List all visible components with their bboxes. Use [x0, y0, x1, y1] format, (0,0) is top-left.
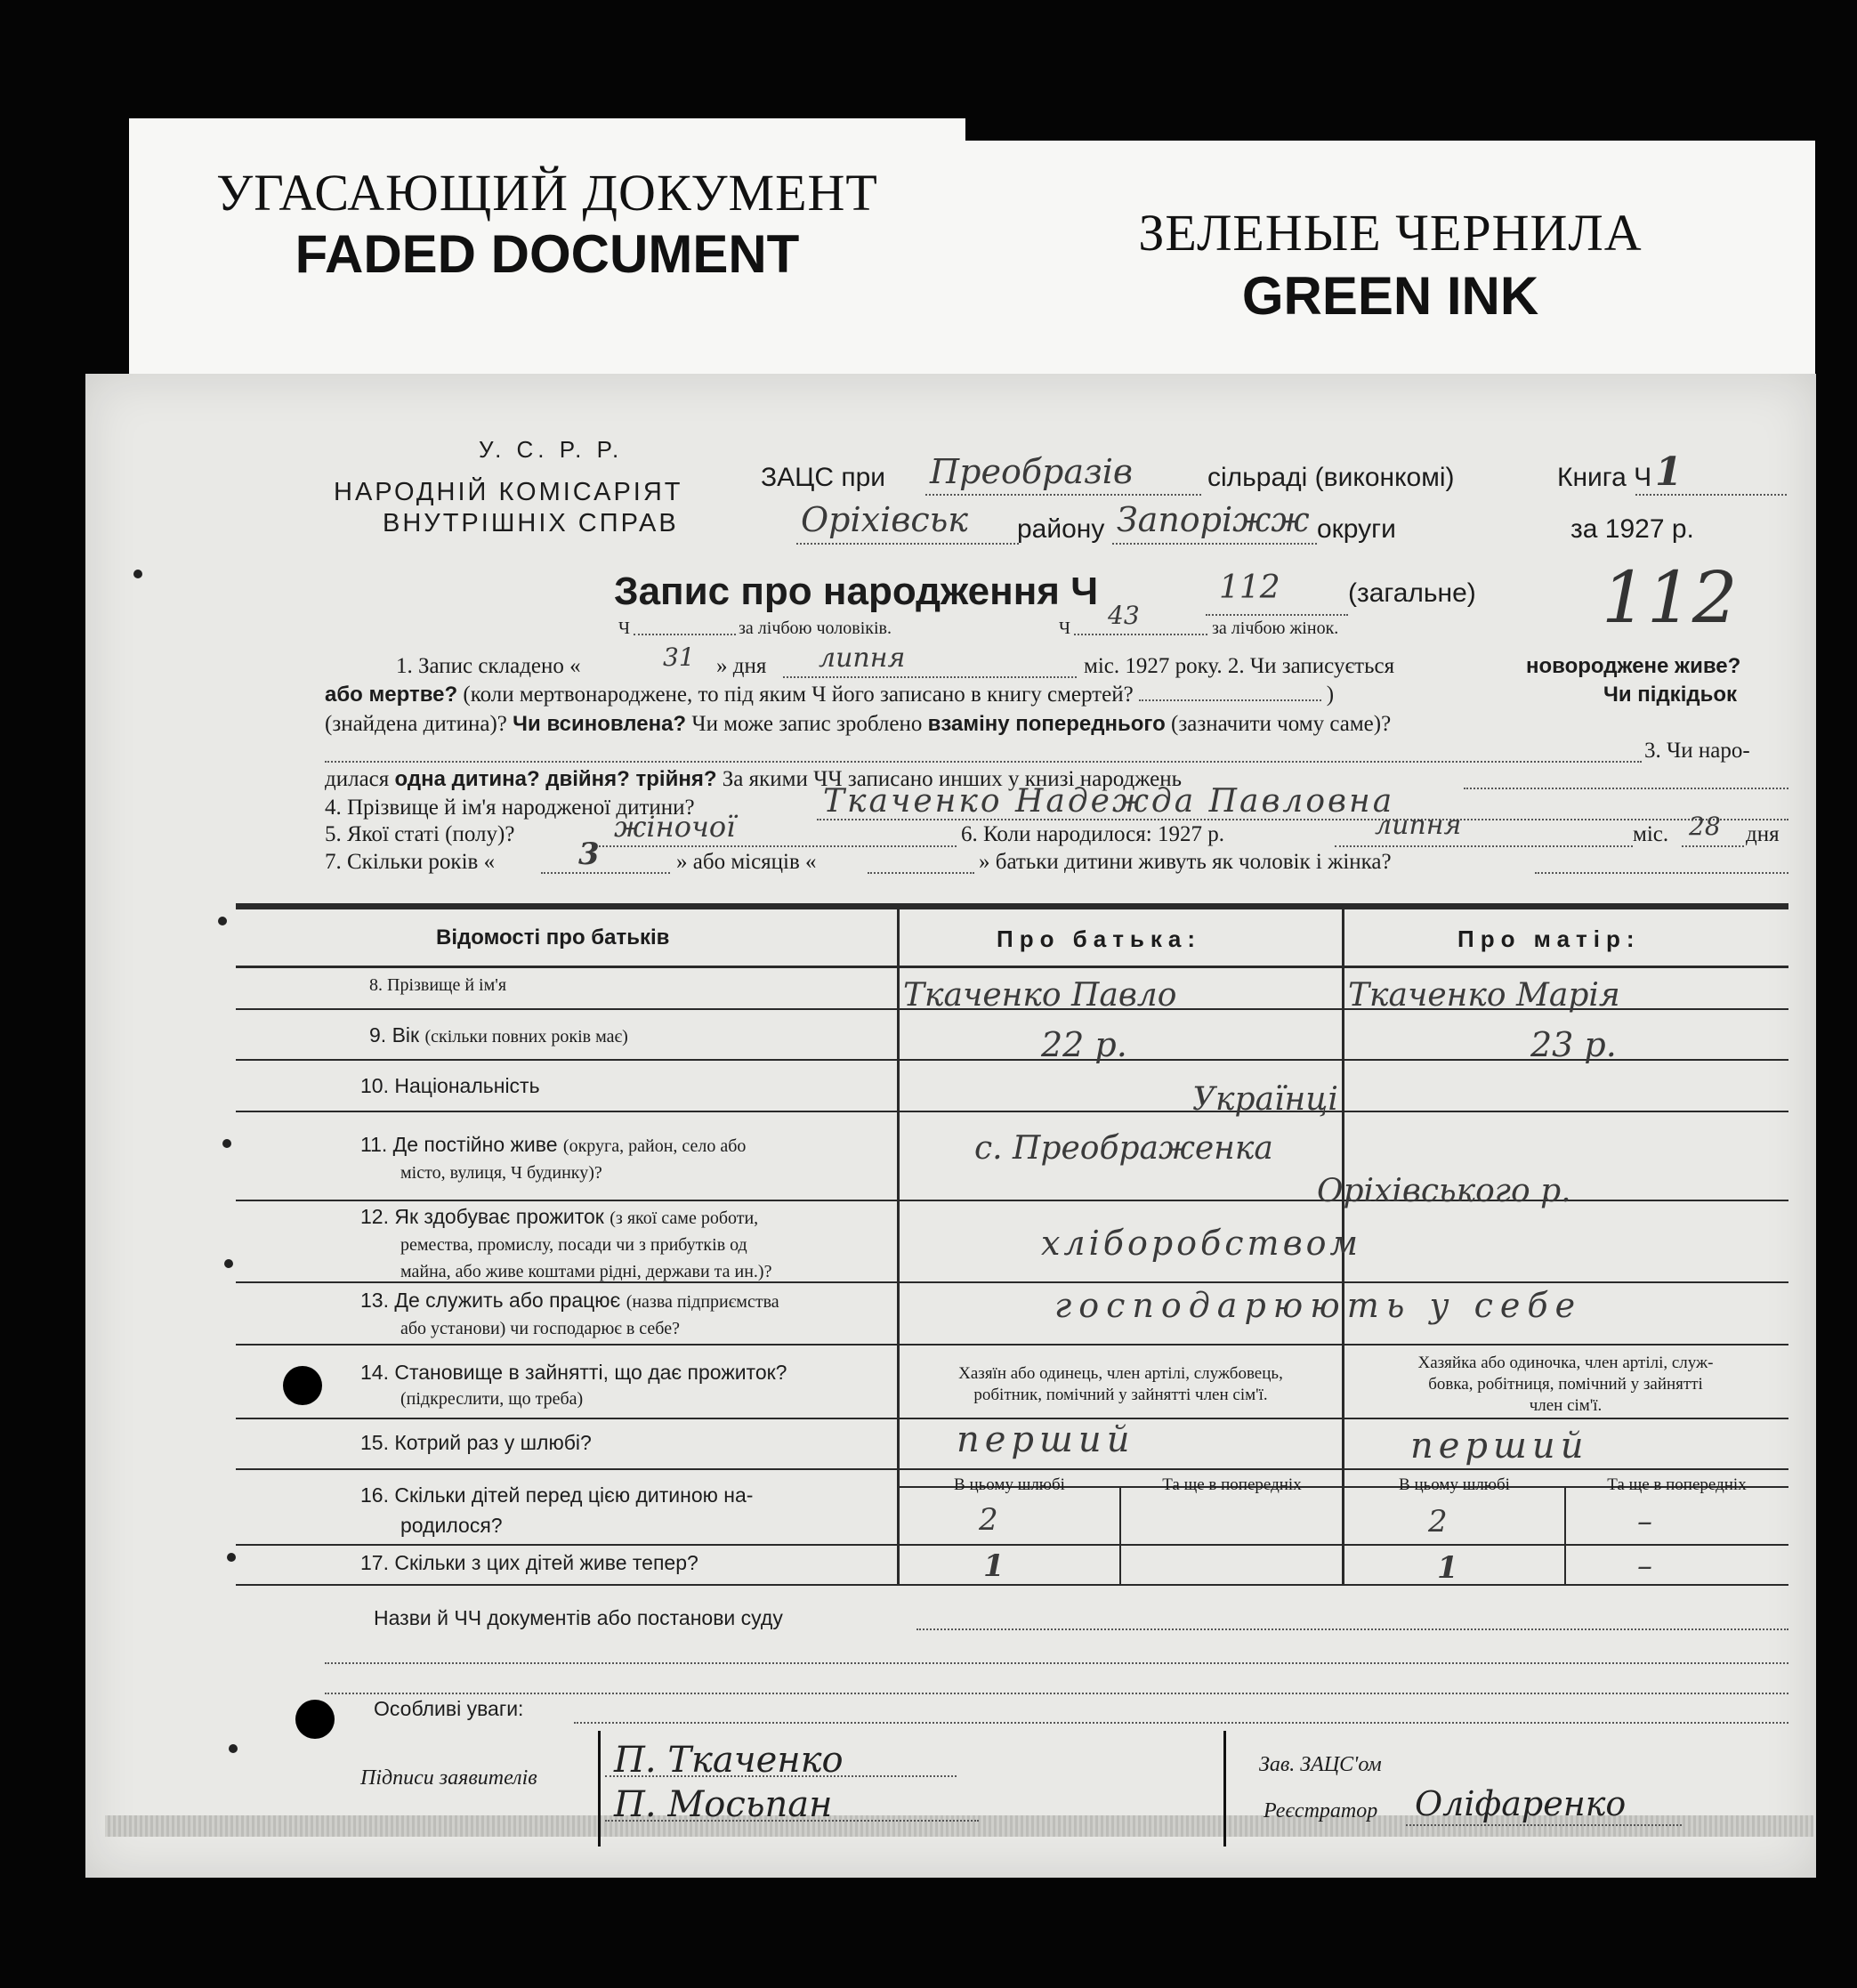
q3-line: дилася одна дитина? двійня? трійня? За якими ЧЧ записано инших у книзі народжень [325, 767, 1183, 791]
special-notes-label: Особливі уваги: [374, 1697, 524, 1720]
men-label: за лічбою чоловіків. [739, 618, 892, 638]
row-16-father-current: 2 [979, 1502, 998, 1538]
zags-head-label: Зав. ЗАЦС'ом [1259, 1753, 1382, 1776]
q5-sex: жіночої [614, 810, 736, 844]
row-8-father: Ткаченко Павло [903, 977, 1177, 1014]
q1-month: липня [819, 642, 906, 674]
silradi-label: сільраді (виконкомі) [1207, 463, 1455, 492]
dot-icon [133, 570, 142, 578]
applicant-signature-2: П. Мосьпан [614, 1784, 833, 1825]
row-16-mother-previous: – [1637, 1504, 1652, 1539]
q4-label: 4. Прізвище й ім'я народженої дитини? [325, 796, 695, 820]
row-8-mother: Ткаченко Марія [1348, 977, 1620, 1014]
row-14-label: 14. Становище в зайнятті, що дає прожиток? (підкреслити, що треба) [360, 1361, 787, 1409]
q7-part-c: » батьки дитини живуть як чоловік і жінка? [979, 850, 1392, 874]
card-right-en: GREEN INK [1241, 266, 1539, 326]
q4-child-name: Ткаченко Надежда Павловна [823, 783, 1395, 820]
row-10-label: 10. Національність [360, 1074, 540, 1097]
faded-document-card [129, 118, 965, 412]
row-16-mother-sub1: В цьому шлюбі [1399, 1475, 1510, 1494]
q1-part-d: новороджене живе? [1526, 654, 1741, 678]
record-title: Запис про народження Ч [614, 570, 1099, 613]
applicants-signature-label: Підписи заявителів [360, 1766, 537, 1790]
q6-mis: міс. [1633, 822, 1669, 846]
row-16-mother-current: 2 [1428, 1504, 1448, 1539]
row-12-joint: хліборобством [1041, 1224, 1362, 1263]
book-label: Книга Ч [1557, 463, 1652, 492]
court-docs-label: Назви й ЧЧ документів або постанови суду [374, 1606, 783, 1629]
row-9-mother: 23 р. [1530, 1025, 1617, 1064]
applicant-signature-1: П. Ткаченко [614, 1740, 844, 1781]
q2-foundling: Чи підкідьок [1603, 683, 1738, 707]
ministry-line-1: НАРОДНІЙ КОМІСАРІЯТ [334, 478, 683, 506]
row-16-father-sub2: Та ще в попередніх [1162, 1475, 1302, 1494]
col-father: Про батька: [997, 925, 1202, 952]
row-15-father: перший [957, 1419, 1135, 1460]
okrug-value: Запоріжж [1117, 500, 1310, 539]
col-mother: Про матір: [1457, 925, 1641, 952]
dot-icon [229, 1744, 238, 1753]
row-14-father-options: Хазяїн або одинець, член артілі, службовець, робітник, помічний у зайнятті член сім'ї. [958, 1364, 1283, 1404]
q1-part-c: міс. 1927 року. 2. Чи записується [1084, 654, 1395, 678]
men-prefix: Ч [618, 618, 630, 638]
row-9-label: 9. Вік (скільки повних років має) [369, 1023, 628, 1047]
card-left-en: FADED DOCUMENT [295, 224, 800, 284]
q7-part-a: 7. Скільки років « [325, 850, 496, 874]
card-left-ru: УГАСАЮЩИЙ ДОКУМЕНТ [216, 164, 878, 222]
dot-icon [218, 917, 227, 925]
row-8-label: 8. Прізвище й ім'я [369, 975, 507, 995]
punch-hole-icon [295, 1700, 335, 1739]
record-general: (загальне) [1348, 578, 1476, 608]
row-17-father-current: 1 [983, 1548, 1005, 1584]
okrug-label: округи [1317, 514, 1396, 544]
zags-prefix: ЗАЦС при [761, 463, 886, 492]
row-11-joint: с. Преображенка [974, 1130, 1273, 1167]
registrar-label: Реєстратор [1264, 1799, 1378, 1822]
row-15-mother: перший [1410, 1426, 1589, 1467]
row-12-label: 12. Як здобуває прожиток (з якої саме роботи, ремества, промислу, посади чи з прибутків од майна, або живе коштами рідні, держави та ин.)? [360, 1205, 772, 1281]
district-label: району [1017, 514, 1105, 544]
dot-icon [224, 1259, 233, 1268]
row-10-joint: Українці [1192, 1081, 1338, 1118]
book-value: 1 [1655, 449, 1683, 495]
signature-divider-left [598, 1731, 601, 1847]
zags-value: Преобразів [930, 452, 1133, 491]
ministry-line-2: ВНУТРІШНІХ СПРАВ [383, 509, 679, 537]
q1-day: 31 [663, 642, 695, 672]
district-value: Оріхівськ [801, 500, 968, 539]
q6-dnia: дня [1746, 822, 1780, 846]
row-15-label: 15. Котрий раз у шлюбі? [360, 1431, 592, 1454]
row-16-mother-sub2: Та ще в попередніх [1607, 1475, 1747, 1494]
republic-label: У. С. Р. Р. [479, 436, 624, 463]
col-parents-info: Відомості про батьків [436, 925, 670, 950]
row-16-father-sub1: В цьому шлюбі [954, 1475, 1065, 1494]
q6-month: липня [1375, 810, 1462, 841]
q6-day: 28 [1689, 812, 1721, 841]
row-17-label: 17. Скільки з цих дітей живе тепер? [360, 1551, 698, 1574]
registrar-signature: Оліфаренко [1415, 1784, 1627, 1823]
row-11-joint-2: Оріхівського р. [1317, 1173, 1571, 1209]
q5-label: 5. Якої статі (полу)? [325, 822, 515, 846]
q3-start: 3. Чи наро- [1644, 739, 1750, 763]
row-16-label: 16. Скільки дітей перед цією дитиною на- родилося? [360, 1483, 754, 1537]
q2-line-3: (знайдена дитина)? Чи всиновлена? Чи може запис зроблено взаміну попереднього (зазначити чому саме)? [325, 712, 1392, 736]
women-label: за лічбою жінок. [1212, 618, 1339, 638]
signature-divider-right [1223, 1731, 1226, 1847]
women-prefix: Ч [1059, 618, 1070, 638]
row-13-label: 13. Де служить або працює (назва підприємства або установи) чи господарює в себе? [360, 1289, 779, 1338]
q7-part-b: » або місяців « [676, 850, 817, 874]
row-11-label: 11. Де постійно живе (округа, район, село або місто, вулиця, Ч будинку)? [360, 1133, 747, 1183]
q2-line: або мертве? (коли мертвонароджене, то під яким Ч його записано в книгу смертей? ) [325, 683, 1335, 707]
dot-icon [222, 1139, 231, 1148]
row-17-mother-current: 1 [1437, 1550, 1458, 1586]
q1-part-b: » дня [716, 654, 767, 678]
row-14-mother-options: Хазяйка або одиночка, член артілі, служ- бовка, робітниця, помічний у зайнятті член сім'ї. [1417, 1354, 1714, 1415]
year-label: за 1927 р. [1570, 514, 1694, 544]
card-right-ru: ЗЕЛЕНЫЕ ЧЕРНИЛА [1138, 204, 1643, 262]
dot-icon [227, 1553, 236, 1562]
q1-part-a: 1. Запис складено « [396, 654, 581, 678]
row-9-father: 22 р. [1041, 1025, 1127, 1064]
margin-number: 112 [1602, 556, 1738, 639]
row-17-mother-previous: – [1637, 1548, 1652, 1584]
q7-years: 3 [578, 836, 600, 872]
q6-label: 6. Коли народилося: 1927 р. [961, 822, 1224, 846]
row-13-joint: господарюють у себе [1054, 1286, 1583, 1325]
record-number: 112 [1219, 570, 1280, 606]
women-value: 43 [1108, 601, 1140, 630]
